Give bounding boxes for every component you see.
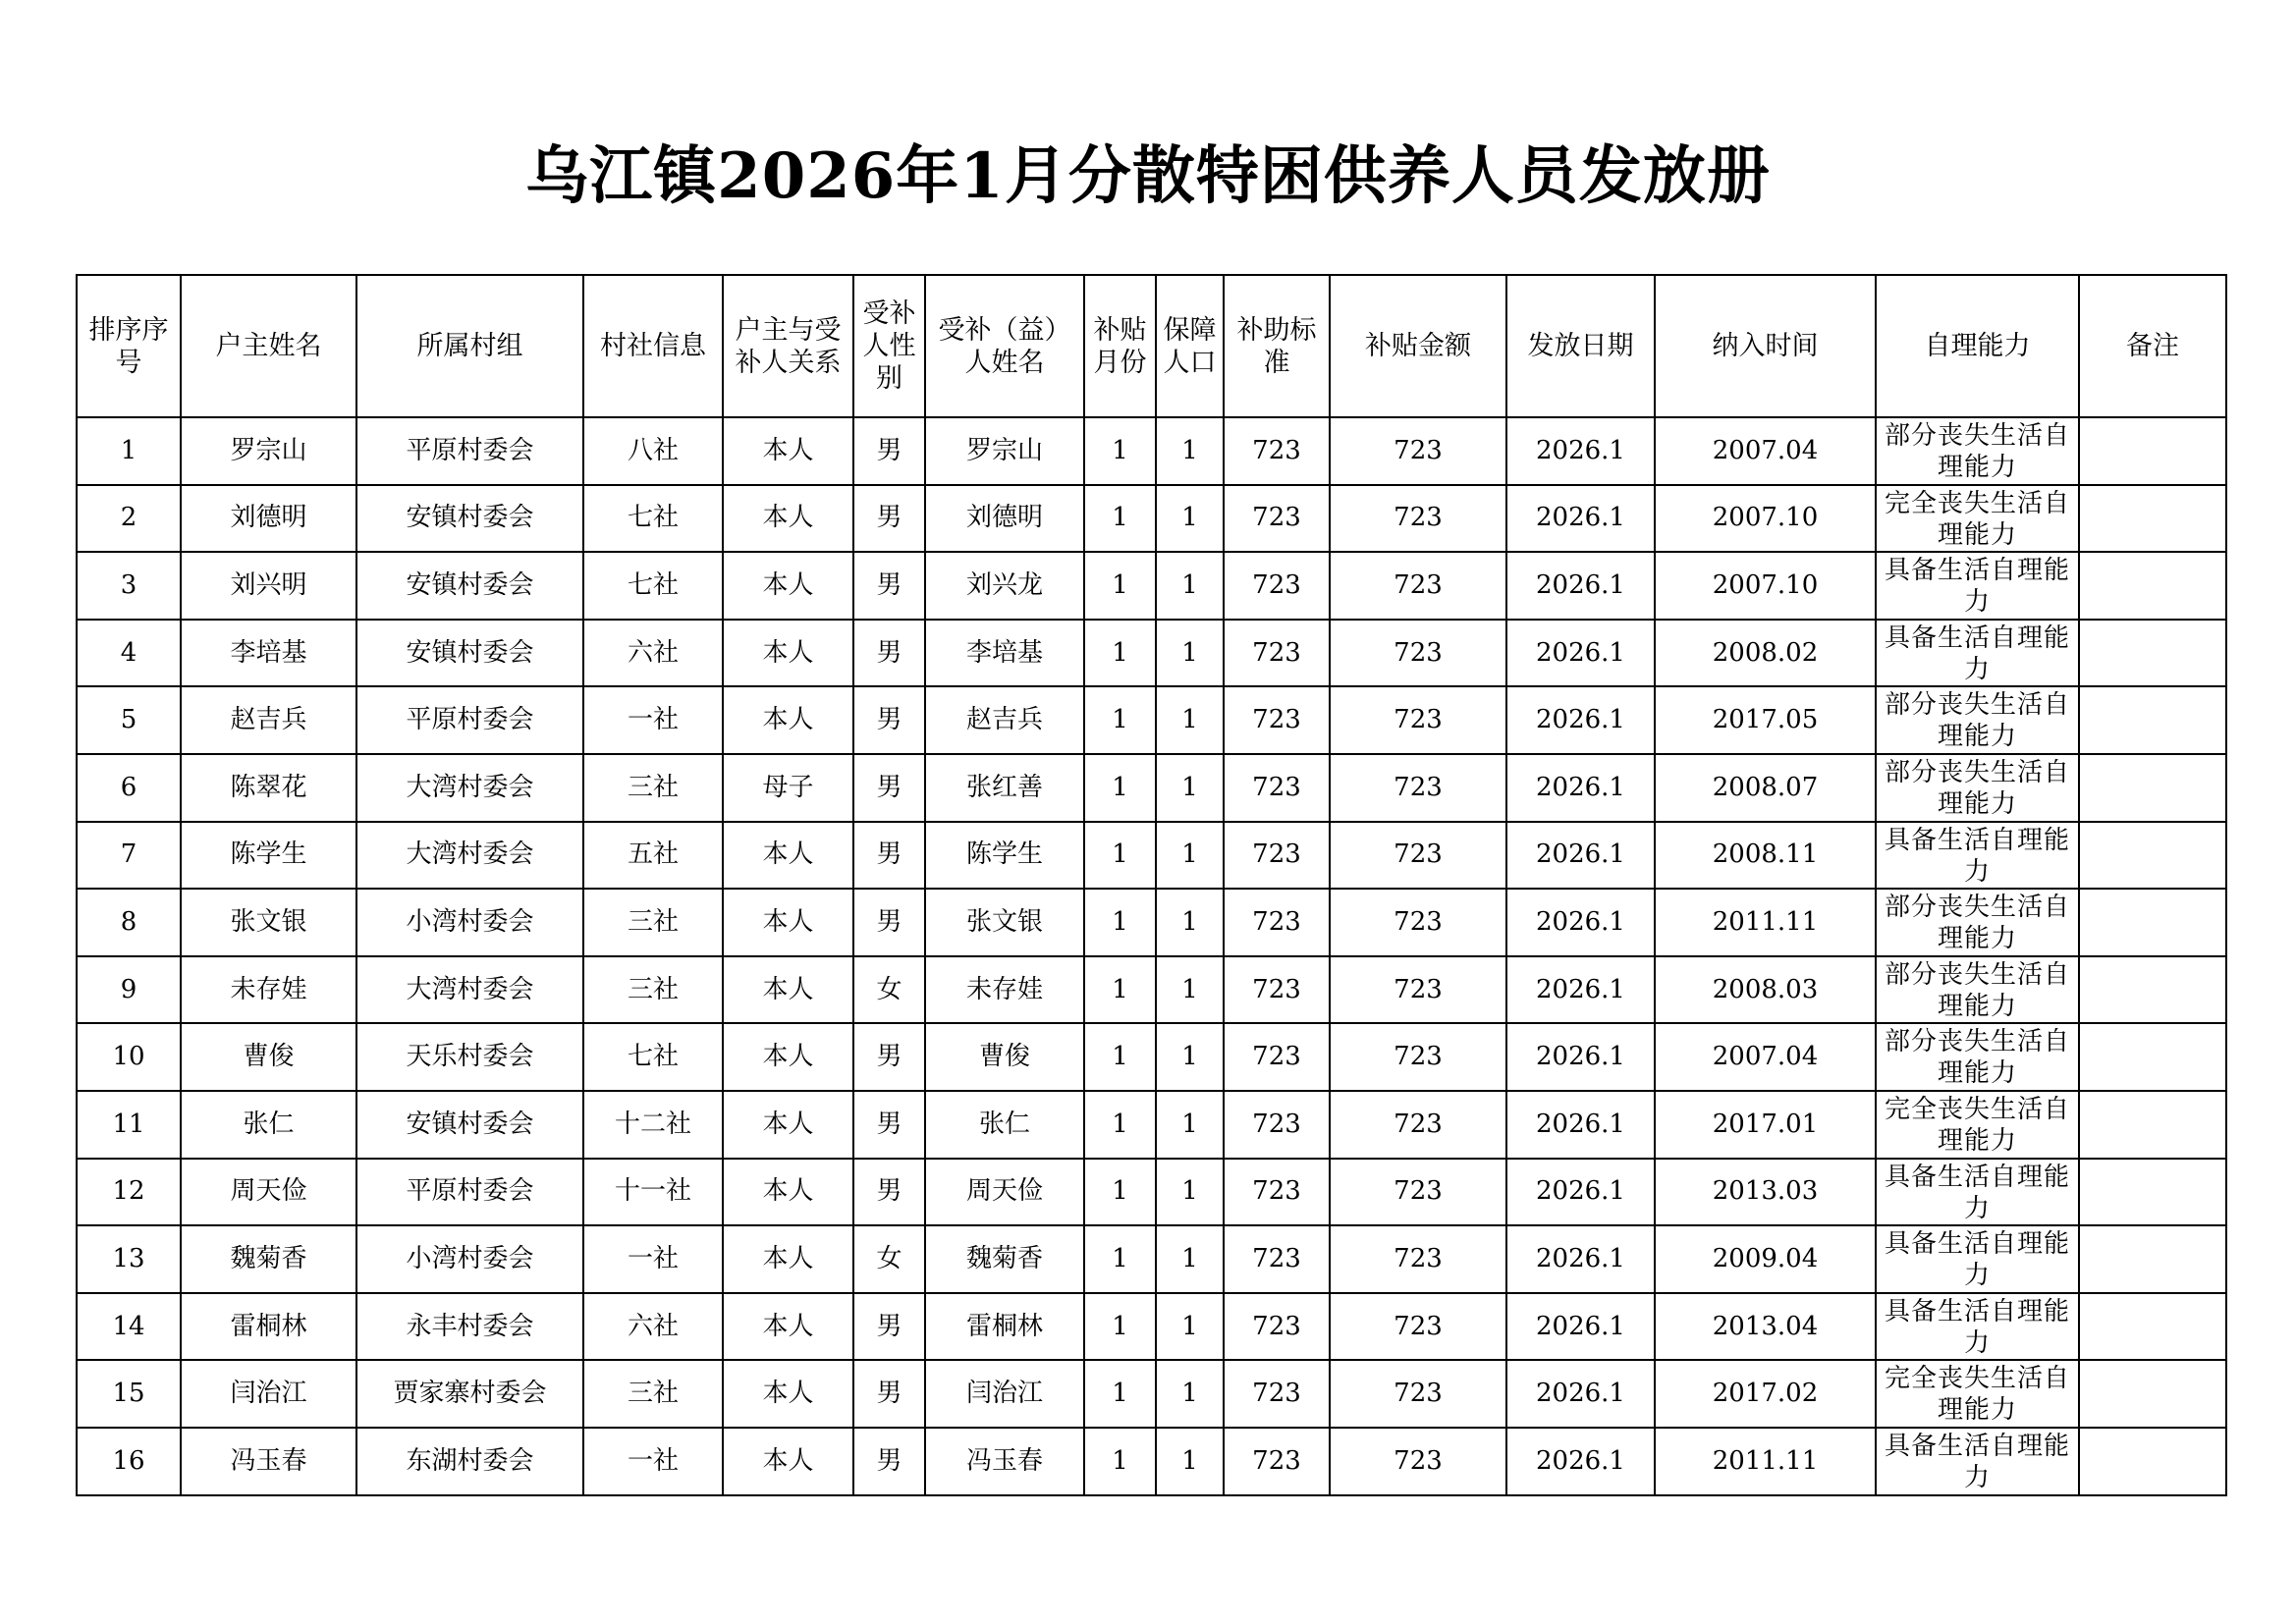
cell-sequence: 16 [77, 1428, 181, 1495]
cell-months: 1 [1084, 956, 1156, 1024]
cell-pay-date: 2026.1 [1506, 1293, 1655, 1361]
cell-self-care: 完全丧失生活自理能力 [1876, 1360, 2079, 1428]
cell-join-date: 2017.05 [1655, 686, 1876, 754]
table-header-row [77, 275, 2226, 417]
cell-sequence: 6 [77, 754, 181, 822]
cell-village: 贾家寨村委会 [356, 1360, 583, 1428]
table-row [77, 1091, 2226, 1159]
column-header-pay-date: 发放日期 [1506, 275, 1655, 417]
cell-recipient: 张红善 [925, 754, 1084, 822]
cell-village: 平原村委会 [356, 417, 583, 485]
cell-sequence: 1 [77, 417, 181, 485]
cell-amount: 723 [1330, 1428, 1506, 1495]
cell-amount: 723 [1330, 956, 1506, 1024]
cell-amount: 723 [1330, 485, 1506, 553]
cell-remark [2079, 552, 2226, 620]
cell-standard: 723 [1224, 1428, 1330, 1495]
cell-join-date: 2007.10 [1655, 552, 1876, 620]
cell-village: 小湾村委会 [356, 889, 583, 956]
column-header-recipient: 受补（益）人姓名 [925, 275, 1084, 417]
column-header-amount: 补贴金额 [1330, 275, 1506, 417]
cell-village: 安镇村委会 [356, 620, 583, 687]
cell-village: 天乐村委会 [356, 1023, 583, 1091]
cell-self-care: 具备生活自理能力 [1876, 1159, 2079, 1226]
cell-pay-date: 2026.1 [1506, 889, 1655, 956]
cell-society: 三社 [583, 754, 723, 822]
cell-remark [2079, 1159, 2226, 1226]
cell-people: 1 [1156, 822, 1224, 890]
cell-household-head: 曹俊 [181, 1023, 356, 1091]
cell-relation: 本人 [723, 889, 853, 956]
cell-months: 1 [1084, 620, 1156, 687]
cell-pay-date: 2026.1 [1506, 1428, 1655, 1495]
cell-relation: 本人 [723, 417, 853, 485]
cell-standard: 723 [1224, 956, 1330, 1024]
cell-gender: 男 [853, 417, 925, 485]
cell-village: 平原村委会 [356, 1159, 583, 1226]
cell-relation: 本人 [723, 822, 853, 890]
table-row [77, 417, 2226, 485]
cell-remark [2079, 1428, 2226, 1495]
cell-months: 1 [1084, 1023, 1156, 1091]
cell-self-care: 部分丧失生活自理能力 [1876, 1023, 2079, 1091]
column-header-remark: 备注 [2079, 275, 2226, 417]
cell-join-date: 2011.11 [1655, 1428, 1876, 1495]
cell-join-date: 2008.03 [1655, 956, 1876, 1024]
cell-join-date: 2013.03 [1655, 1159, 1876, 1226]
cell-pay-date: 2026.1 [1506, 956, 1655, 1024]
cell-recipient: 张文银 [925, 889, 1084, 956]
cell-sequence: 14 [77, 1293, 181, 1361]
cell-join-date: 2011.11 [1655, 889, 1876, 956]
cell-pay-date: 2026.1 [1506, 620, 1655, 687]
cell-self-care: 完全丧失生活自理能力 [1876, 485, 2079, 553]
cell-amount: 723 [1330, 754, 1506, 822]
cell-remark [2079, 686, 2226, 754]
cell-household-head: 李培基 [181, 620, 356, 687]
cell-people: 1 [1156, 417, 1224, 485]
cell-society: 一社 [583, 1428, 723, 1495]
cell-people: 1 [1156, 552, 1224, 620]
cell-months: 1 [1084, 1225, 1156, 1293]
cell-self-care: 部分丧失生活自理能力 [1876, 754, 2079, 822]
cell-people: 1 [1156, 1159, 1224, 1226]
cell-village: 大湾村委会 [356, 956, 583, 1024]
cell-household-head: 冯玉春 [181, 1428, 356, 1495]
column-header-months: 补贴月份 [1084, 275, 1156, 417]
cell-standard: 723 [1224, 1023, 1330, 1091]
cell-sequence: 5 [77, 686, 181, 754]
cell-society: 六社 [583, 1293, 723, 1361]
cell-self-care: 部分丧失生活自理能力 [1876, 686, 2079, 754]
cell-months: 1 [1084, 686, 1156, 754]
cell-sequence: 2 [77, 485, 181, 553]
cell-household-head: 赵吉兵 [181, 686, 356, 754]
cell-join-date: 2008.07 [1655, 754, 1876, 822]
cell-amount: 723 [1330, 417, 1506, 485]
cell-society: 三社 [583, 956, 723, 1024]
cell-relation: 本人 [723, 1159, 853, 1226]
cell-remark [2079, 754, 2226, 822]
cell-recipient: 陈学生 [925, 822, 1084, 890]
cell-self-care: 部分丧失生活自理能力 [1876, 417, 2079, 485]
cell-months: 1 [1084, 822, 1156, 890]
cell-recipient: 张仁 [925, 1091, 1084, 1159]
column-header-join-date: 纳入时间 [1655, 275, 1876, 417]
cell-pay-date: 2026.1 [1506, 1091, 1655, 1159]
cell-join-date: 2007.04 [1655, 1023, 1876, 1091]
cell-sequence: 10 [77, 1023, 181, 1091]
cell-society: 三社 [583, 889, 723, 956]
cell-join-date: 2013.04 [1655, 1293, 1876, 1361]
cell-village: 安镇村委会 [356, 485, 583, 553]
cell-recipient: 雷桐林 [925, 1293, 1084, 1361]
cell-self-care: 完全丧失生活自理能力 [1876, 1091, 2079, 1159]
cell-amount: 723 [1330, 620, 1506, 687]
cell-village: 小湾村委会 [356, 1225, 583, 1293]
cell-gender: 男 [853, 686, 925, 754]
cell-amount: 723 [1330, 889, 1506, 956]
cell-standard: 723 [1224, 754, 1330, 822]
cell-society: 六社 [583, 620, 723, 687]
cell-self-care: 部分丧失生活自理能力 [1876, 956, 2079, 1024]
cell-relation: 本人 [723, 1293, 853, 1361]
table-row [77, 1293, 2226, 1361]
cell-recipient: 刘兴龙 [925, 552, 1084, 620]
cell-amount: 723 [1330, 1091, 1506, 1159]
cell-relation: 母子 [723, 754, 853, 822]
cell-sequence: 15 [77, 1360, 181, 1428]
table-row [77, 822, 2226, 890]
cell-months: 1 [1084, 1091, 1156, 1159]
cell-pay-date: 2026.1 [1506, 754, 1655, 822]
cell-society: 一社 [583, 1225, 723, 1293]
cell-pay-date: 2026.1 [1506, 822, 1655, 890]
cell-remark [2079, 620, 2226, 687]
cell-society: 八社 [583, 417, 723, 485]
cell-sequence: 4 [77, 620, 181, 687]
cell-amount: 723 [1330, 1293, 1506, 1361]
cell-sequence: 12 [77, 1159, 181, 1226]
cell-pay-date: 2026.1 [1506, 1023, 1655, 1091]
cell-people: 1 [1156, 956, 1224, 1024]
cell-household-head: 陈学生 [181, 822, 356, 890]
cell-months: 1 [1084, 1293, 1156, 1361]
cell-pay-date: 2026.1 [1506, 1159, 1655, 1226]
cell-village: 安镇村委会 [356, 552, 583, 620]
column-header-gender: 受补人性别 [853, 275, 925, 417]
cell-pay-date: 2026.1 [1506, 417, 1655, 485]
cell-people: 1 [1156, 754, 1224, 822]
table-row [77, 552, 2226, 620]
cell-relation: 本人 [723, 686, 853, 754]
cell-household-head: 周天俭 [181, 1159, 356, 1226]
cell-people: 1 [1156, 1360, 1224, 1428]
cell-relation: 本人 [723, 956, 853, 1024]
cell-remark [2079, 1360, 2226, 1428]
cell-household-head: 张文银 [181, 889, 356, 956]
column-header-standard: 补助标准 [1224, 275, 1330, 417]
cell-remark [2079, 889, 2226, 956]
cell-sequence: 7 [77, 822, 181, 890]
cell-gender: 男 [853, 1428, 925, 1495]
cell-people: 1 [1156, 1225, 1224, 1293]
cell-months: 1 [1084, 485, 1156, 553]
cell-months: 1 [1084, 754, 1156, 822]
cell-self-care: 具备生活自理能力 [1876, 552, 2079, 620]
table-row [77, 754, 2226, 822]
cell-join-date: 2009.04 [1655, 1225, 1876, 1293]
cell-village: 平原村委会 [356, 686, 583, 754]
cell-months: 1 [1084, 552, 1156, 620]
cell-household-head: 刘兴明 [181, 552, 356, 620]
cell-gender: 男 [853, 1360, 925, 1428]
cell-village: 大湾村委会 [356, 822, 583, 890]
cell-amount: 723 [1330, 686, 1506, 754]
page-title: 乌江镇2026年1月分散特困供养人员发放册 [525, 139, 1771, 213]
cell-gender: 男 [853, 1023, 925, 1091]
cell-people: 1 [1156, 620, 1224, 687]
cell-standard: 723 [1224, 620, 1330, 687]
cell-household-head: 陈翠花 [181, 754, 356, 822]
table-row [77, 1225, 2226, 1293]
cell-recipient: 冯玉春 [925, 1428, 1084, 1495]
cell-recipient: 罗宗山 [925, 417, 1084, 485]
roster-table [76, 274, 2227, 1496]
cell-sequence: 8 [77, 889, 181, 956]
cell-society: 七社 [583, 485, 723, 553]
cell-household-head: 刘德明 [181, 485, 356, 553]
cell-standard: 723 [1224, 417, 1330, 485]
cell-remark [2079, 1023, 2226, 1091]
table-row [77, 889, 2226, 956]
cell-household-head: 张仁 [181, 1091, 356, 1159]
cell-standard: 723 [1224, 1225, 1330, 1293]
cell-relation: 本人 [723, 552, 853, 620]
cell-relation: 本人 [723, 1023, 853, 1091]
cell-pay-date: 2026.1 [1506, 485, 1655, 553]
cell-self-care: 具备生活自理能力 [1876, 1428, 2079, 1495]
cell-remark [2079, 1091, 2226, 1159]
cell-household-head: 魏菊香 [181, 1225, 356, 1293]
cell-self-care: 部分丧失生活自理能力 [1876, 889, 2079, 956]
cell-standard: 723 [1224, 552, 1330, 620]
cell-household-head: 罗宗山 [181, 417, 356, 485]
cell-relation: 本人 [723, 485, 853, 553]
cell-remark [2079, 1293, 2226, 1361]
column-header-people: 保障人口 [1156, 275, 1224, 417]
cell-standard: 723 [1224, 889, 1330, 956]
cell-relation: 本人 [723, 1091, 853, 1159]
cell-society: 十一社 [583, 1159, 723, 1226]
table-row [77, 620, 2226, 687]
cell-join-date: 2007.10 [1655, 485, 1876, 553]
table-row [77, 1159, 2226, 1226]
cell-gender: 女 [853, 1225, 925, 1293]
cell-join-date: 2008.11 [1655, 822, 1876, 890]
cell-standard: 723 [1224, 686, 1330, 754]
table-row [77, 1360, 2226, 1428]
cell-household-head: 闫治江 [181, 1360, 356, 1428]
cell-society: 七社 [583, 1023, 723, 1091]
cell-recipient: 李培基 [925, 620, 1084, 687]
cell-gender: 男 [853, 822, 925, 890]
cell-amount: 723 [1330, 1023, 1506, 1091]
table-body [77, 417, 2226, 1495]
cell-pay-date: 2026.1 [1506, 686, 1655, 754]
table-row [77, 686, 2226, 754]
cell-gender: 男 [853, 1293, 925, 1361]
cell-gender: 男 [853, 620, 925, 687]
column-header-self-care: 自理能力 [1876, 275, 2079, 417]
cell-gender: 男 [853, 889, 925, 956]
cell-standard: 723 [1224, 1091, 1330, 1159]
cell-people: 1 [1156, 1428, 1224, 1495]
cell-sequence: 13 [77, 1225, 181, 1293]
cell-gender: 男 [853, 552, 925, 620]
cell-village: 大湾村委会 [356, 754, 583, 822]
table-row [77, 1023, 2226, 1091]
cell-people: 1 [1156, 485, 1224, 553]
cell-village: 东湖村委会 [356, 1428, 583, 1495]
cell-amount: 723 [1330, 552, 1506, 620]
cell-months: 1 [1084, 1159, 1156, 1226]
column-header-relation: 户主与受补人关系 [723, 275, 853, 417]
cell-standard: 723 [1224, 1293, 1330, 1361]
cell-society: 五社 [583, 822, 723, 890]
cell-months: 1 [1084, 889, 1156, 956]
cell-join-date: 2017.02 [1655, 1360, 1876, 1428]
cell-society: 三社 [583, 1360, 723, 1428]
cell-months: 1 [1084, 1360, 1156, 1428]
cell-standard: 723 [1224, 1159, 1330, 1226]
cell-pay-date: 2026.1 [1506, 1360, 1655, 1428]
column-header-society: 村社信息 [583, 275, 723, 417]
cell-gender: 男 [853, 1091, 925, 1159]
cell-gender: 男 [853, 754, 925, 822]
cell-people: 1 [1156, 1293, 1224, 1361]
cell-relation: 本人 [723, 1428, 853, 1495]
cell-relation: 本人 [723, 1225, 853, 1293]
cell-remark [2079, 1225, 2226, 1293]
cell-recipient: 赵吉兵 [925, 686, 1084, 754]
cell-society: 七社 [583, 552, 723, 620]
table-row [77, 485, 2226, 553]
cell-join-date: 2008.02 [1655, 620, 1876, 687]
cell-join-date: 2007.04 [1655, 417, 1876, 485]
cell-remark [2079, 485, 2226, 553]
cell-standard: 723 [1224, 1360, 1330, 1428]
cell-months: 1 [1084, 1428, 1156, 1495]
column-header-household-head: 户主姓名 [181, 275, 356, 417]
cell-recipient: 魏菊香 [925, 1225, 1084, 1293]
cell-sequence: 3 [77, 552, 181, 620]
cell-amount: 723 [1330, 1360, 1506, 1428]
cell-relation: 本人 [723, 1360, 853, 1428]
table-row [77, 956, 2226, 1024]
cell-self-care: 具备生活自理能力 [1876, 620, 2079, 687]
cell-people: 1 [1156, 889, 1224, 956]
cell-household-head: 雷桐林 [181, 1293, 356, 1361]
cell-amount: 723 [1330, 822, 1506, 890]
cell-pay-date: 2026.1 [1506, 1225, 1655, 1293]
cell-recipient: 闫治江 [925, 1360, 1084, 1428]
cell-gender: 男 [853, 485, 925, 553]
cell-remark [2079, 956, 2226, 1024]
cell-join-date: 2017.01 [1655, 1091, 1876, 1159]
column-header-village: 所属村组 [356, 275, 583, 417]
column-header-sequence: 排序序号 [77, 275, 181, 417]
cell-remark [2079, 822, 2226, 890]
table-row [77, 1428, 2226, 1495]
cell-household-head: 未存娃 [181, 956, 356, 1024]
cell-sequence: 9 [77, 956, 181, 1024]
cell-amount: 723 [1330, 1159, 1506, 1226]
cell-people: 1 [1156, 1023, 1224, 1091]
cell-society: 一社 [583, 686, 723, 754]
cell-standard: 723 [1224, 822, 1330, 890]
cell-standard: 723 [1224, 485, 1330, 553]
cell-people: 1 [1156, 1091, 1224, 1159]
cell-recipient: 曹俊 [925, 1023, 1084, 1091]
cell-village: 安镇村委会 [356, 1091, 583, 1159]
cell-relation: 本人 [723, 620, 853, 687]
cell-people: 1 [1156, 686, 1224, 754]
cell-pay-date: 2026.1 [1506, 552, 1655, 620]
cell-months: 1 [1084, 417, 1156, 485]
cell-village: 永丰村委会 [356, 1293, 583, 1361]
cell-recipient: 未存娃 [925, 956, 1084, 1024]
cell-recipient: 刘德明 [925, 485, 1084, 553]
cell-self-care: 具备生活自理能力 [1876, 1225, 2079, 1293]
cell-recipient: 周天俭 [925, 1159, 1084, 1226]
cell-self-care: 具备生活自理能力 [1876, 1293, 2079, 1361]
cell-gender: 女 [853, 956, 925, 1024]
cell-remark [2079, 417, 2226, 485]
cell-self-care: 具备生活自理能力 [1876, 822, 2079, 890]
cell-society: 十二社 [583, 1091, 723, 1159]
cell-amount: 723 [1330, 1225, 1506, 1293]
cell-gender: 男 [853, 1159, 925, 1226]
cell-sequence: 11 [77, 1091, 181, 1159]
